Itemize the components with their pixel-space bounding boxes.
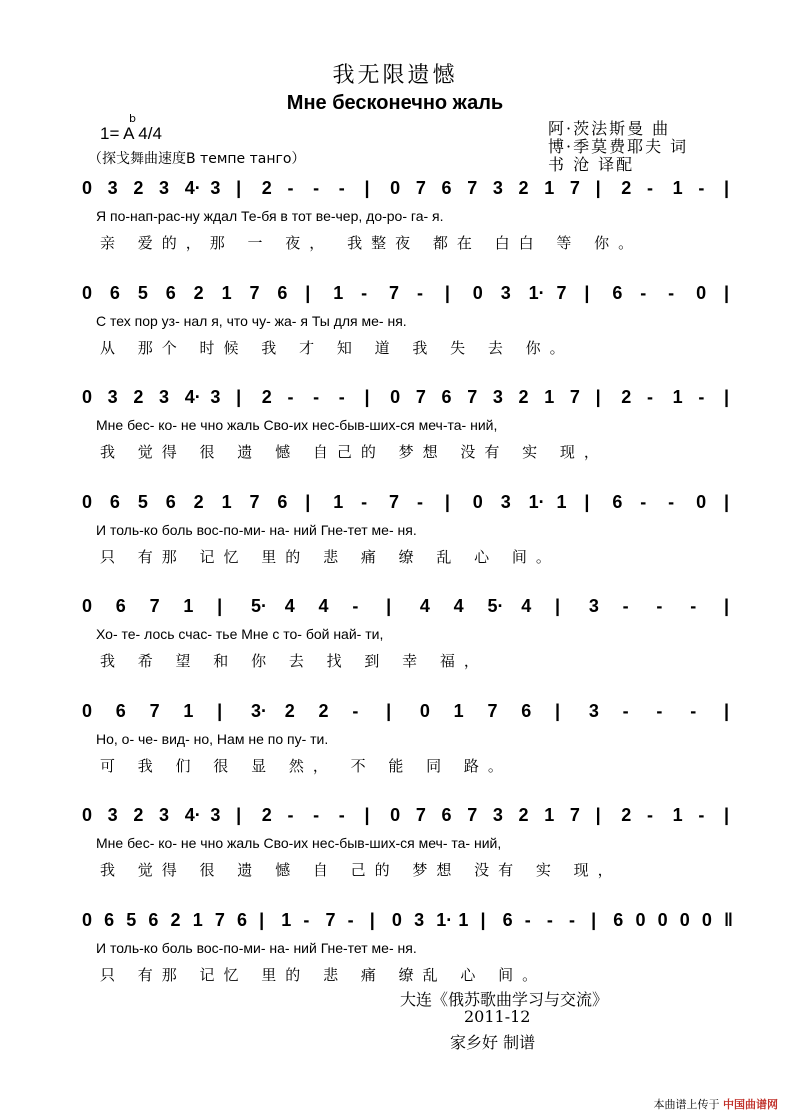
note: 0 [701,909,712,930]
note: 3 [210,805,221,825]
note: 6 [612,282,623,303]
note: 7 [249,282,260,303]
note: 6 [104,909,115,930]
note: 6 [236,909,247,930]
note: 2 [518,805,529,825]
note: 7 [467,387,478,407]
note: 3 [492,387,503,407]
note: 1 [672,178,683,198]
note: 0 [82,387,93,407]
note: 0 [472,282,483,303]
note: 2 [284,700,295,721]
barline: | [724,491,730,512]
note: 6 [109,282,120,303]
barline: | [591,909,597,930]
note: 1 [333,282,344,303]
note: 1 [453,700,464,721]
note: 0 [82,282,93,303]
barline: | [595,387,601,407]
note: 0 [419,700,430,721]
barline: | [584,282,590,303]
note: 2 [133,387,144,407]
note: 2 [621,805,632,825]
note: - [668,491,675,512]
note: - [352,700,359,721]
note: 6 [613,909,624,930]
note: 1· [528,282,545,303]
barline: | [724,387,730,407]
note: 4 [284,596,295,616]
lyrics-russian-7: Мне бес- ко- не чно жаль Сво-их нес-быв-ших-ся меч- та- ний, [96,835,502,851]
note: 3 [210,178,221,198]
note: 1 [672,805,683,825]
note: - [698,805,705,825]
note: 3 [159,178,170,198]
barline: | [386,596,392,616]
note: - [287,178,294,198]
barline: | [444,491,450,512]
note: 1 [672,387,683,407]
note: 1 [333,491,344,512]
lyrics-russian-5: Хо- те- лось счас- тье Мне с то- бой най- ти, [96,626,384,642]
note: 0 [635,909,646,930]
note: - [622,596,629,616]
barline: | [595,178,601,198]
barline: | [480,909,486,930]
note: 3 [500,282,511,303]
note: - [690,596,697,616]
lyrics-chinese-4: 只 有那 记忆 里的 悲 痛 缭 乱 心 间。 [100,547,560,566]
note: 1 [183,596,194,616]
note: 6 [115,700,126,721]
note: - [338,805,345,825]
note: 3 [588,596,599,616]
footer-source: 大连《俄苏歌曲学习与交流》 [400,990,609,1009]
barline: ‖ [724,909,733,930]
note: 6 [277,282,288,303]
barline: | [217,596,223,616]
note: 2 [318,700,329,721]
watermark-logo: 中国曲谱网 [723,1098,778,1111]
note: 6 [441,178,452,198]
note: 0 [390,178,401,198]
note: - [622,700,629,721]
note: 7 [467,178,478,198]
note: 7 [325,909,336,930]
note: 2 [133,178,144,198]
note: - [313,805,320,825]
note: - [646,178,653,198]
barline: | [555,700,561,721]
note: 0 [82,700,93,721]
tempo-marking: （探戈舞曲速度В темпе танго） [88,151,306,167]
note: 6 [277,491,288,512]
note: 2 [261,178,272,198]
credit-translator: 书 沧 译配 [548,155,635,174]
note: 0 [391,909,402,930]
barline: | [364,805,370,825]
note: - [640,491,647,512]
key-flat-sign: b [129,112,136,125]
barline: | [595,805,601,825]
note: 5 [137,282,148,303]
note: - [646,387,653,407]
note: 0 [657,909,668,930]
note: 4· [184,805,201,825]
lyrics-russian-3: Мне бес- ко- не чно жаль Сво-их нес-быв-ших-ся меч-та- ний, [96,417,498,433]
note: 7 [556,282,567,303]
title-russian: Мне бесконечно жаль [286,92,504,114]
note: - [361,282,368,303]
note: 6 [521,700,532,721]
note: 3 [107,805,118,825]
note: 1· [436,909,453,930]
note: 3 [492,805,503,825]
note: 1 [544,387,555,407]
note: 0 [679,909,690,930]
note: - [656,700,663,721]
note: 7 [149,596,160,616]
note: 2 [518,178,529,198]
barline: | [386,700,392,721]
note: 7 [415,178,426,198]
note: - [416,282,423,303]
note: 5 [137,491,148,512]
lyrics-russian-2: С тех пор уз- нал я, что чу- жа- я Ты для ме- ня. [96,312,407,329]
note: 0 [696,491,707,512]
barline: | [259,909,265,930]
note: 7 [569,805,580,825]
note: - [313,178,320,198]
note: 1 [221,491,232,512]
note: 2 [621,387,632,407]
note: 0 [390,805,401,825]
lyrics-chinese-8: 只 有那 记忆 里的 悲 痛 缭乱 心 间。 [100,965,547,984]
note: 1 [458,909,469,930]
note: 6 [109,491,120,512]
barline: | [236,387,242,407]
note: 1 [281,909,292,930]
note: 3 [500,491,511,512]
credit-composer: 阿·茨法斯曼 曲 [548,119,671,138]
note: 3 [107,178,118,198]
note: - [416,491,423,512]
note: 6 [441,387,452,407]
note: 6 [165,282,176,303]
barline: | [724,282,730,303]
note: 4 [419,596,430,616]
footer-maker: 家乡好 制谱 [450,1033,536,1052]
note: - [656,596,663,616]
lyrics-chinese-6: 可 我 们 很 显 然， 不 能 同 路。 [100,756,512,775]
note: 2 [621,178,632,198]
barline: | [364,387,370,407]
note: - [347,909,354,930]
note: 6 [165,491,176,512]
barline: | [584,491,590,512]
lyrics-russian-8: И толь-ко боль вос-по-ми- на- ний Гне-тет ме- ня. [96,939,417,956]
note: - [338,178,345,198]
barline: | [236,178,242,198]
note: 5 [126,909,137,930]
note: 7 [149,700,160,721]
note: 2 [261,805,272,825]
barline: | [555,596,561,616]
lyrics-chinese-2: 从 那个 时候 我 才 知 道 我 失 去 你。 [100,338,574,357]
lyrics-russian-1: Я по-нап-рас-ну ждал Те-бя в тот ве-чер, до-ро- га- я. [96,208,444,224]
note: 0 [82,178,93,198]
barline: | [724,805,730,825]
note: 7 [569,387,580,407]
title-chinese: 我无限遗憾 [332,63,458,88]
note: 5· [250,596,267,616]
note: - [668,282,675,303]
note: - [646,805,653,825]
note: 3 [588,700,599,721]
credit-lyricist: 博·季莫费耶夫 词 [548,137,689,156]
note: 4· [184,178,201,198]
note: 1 [192,909,203,930]
note: 7 [249,491,260,512]
note: 1 [183,700,194,721]
note: - [338,387,345,407]
barline: | [724,700,730,721]
note: 4 [318,596,329,616]
note: 1· [528,491,545,512]
note: 1 [221,282,232,303]
footer-date: 2011-12 [464,1007,531,1026]
note: 2 [193,491,204,512]
note: 7 [389,491,400,512]
note: 7 [569,178,580,198]
note: - [361,491,368,512]
barline: | [217,700,223,721]
note: - [352,596,359,616]
note: - [303,909,310,930]
note: 7 [389,282,400,303]
note: - [640,282,647,303]
barline: | [444,282,450,303]
note: 7 [467,805,478,825]
note: - [287,387,294,407]
note: 3· [250,700,267,721]
note: 3 [414,909,425,930]
site-watermark [654,1096,779,1112]
barline: | [305,282,311,303]
note: 0 [390,387,401,407]
note: 2 [170,909,181,930]
barline: | [369,909,375,930]
lyrics-chinese-5: 我 希 望 和 你 去 找 到 幸 福， [100,652,488,670]
note: 2 [133,805,144,825]
note: 3 [210,387,221,407]
note: 3 [159,805,170,825]
note: 6 [148,909,159,930]
note: 7 [415,805,426,825]
note: 2 [261,387,272,407]
barline: | [724,178,730,198]
lyrics-russian-6: Но, о- че- вид- но, Нам не по пу- ти. [96,730,329,747]
key-signature: 1= A 4/4 [100,124,162,143]
lyrics-chinese-3: 我 觉得 很 遗 憾 自己的 梦想 没有 实 现， [100,443,608,461]
barline: | [364,178,370,198]
note: 2 [193,282,204,303]
note: 5· [487,596,504,616]
note: - [698,178,705,198]
note: 6 [502,909,513,930]
note: - [524,909,531,930]
note: 7 [415,387,426,407]
note: 0 [472,491,483,512]
note: - [690,700,697,721]
note: 7 [214,909,225,930]
note: 3 [492,178,503,198]
note: 6 [612,491,623,512]
note: 1 [544,178,555,198]
note: - [287,805,294,825]
note: 6 [441,805,452,825]
barline: | [724,596,730,616]
note: 7 [487,700,498,721]
lyrics-russian-4: И толь-ко боль вос-по-ми- на- ний Гне-тет ме- ня. [96,521,417,538]
barline: | [236,805,242,825]
note: 2 [518,387,529,407]
note: 6 [115,596,126,616]
note: 1 [556,491,567,512]
note: 1 [544,805,555,825]
barline: | [305,491,311,512]
note: 0 [82,491,93,512]
watermark-text: 本曲谱上传于 [653,1098,720,1111]
lyrics-chinese-7: 我 觉得 很 遗 憾 自 己的 梦想 没有 实 现， [100,861,622,879]
note: - [569,909,576,930]
note: - [313,387,320,407]
note: 3 [107,387,118,407]
note: 0 [82,909,93,930]
note: 4 [453,596,464,616]
note: 0 [82,805,93,825]
note: 4 [521,596,532,616]
note: - [698,387,705,407]
note: 4· [184,387,201,407]
note: 0 [696,282,707,303]
note: - [546,909,553,930]
lyrics-chinese-1: 亲 爱的，那 一 夜， 我整夜 都在 白白 等 你。 [100,234,643,252]
note: 3 [159,387,170,407]
note: 0 [82,596,93,616]
